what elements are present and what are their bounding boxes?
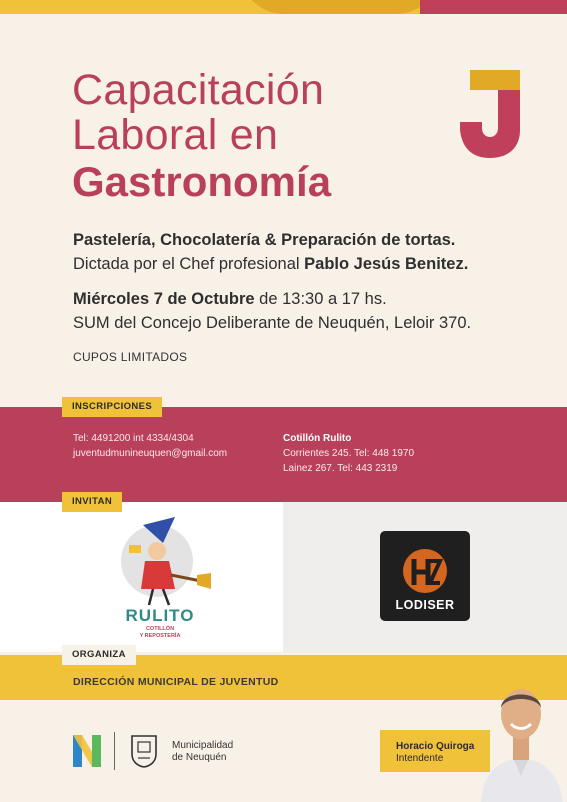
chef-name: Pablo Jesús Benitez. (304, 255, 469, 273)
intendente-portrait (475, 672, 567, 802)
footer-divider (114, 732, 115, 770)
title-line-1: Capacitación (72, 66, 325, 114)
store-name: Cotillón Rulito (283, 433, 352, 444)
rulito-sub-1: COTILLÓN (145, 626, 175, 632)
taught-by-prefix: Dictada por el Chef profesional (73, 255, 305, 273)
store-address-1: Corrientes 245. Tel: 448 1970 (283, 448, 415, 459)
inscripciones-phone: Tel: 4491200 int 4334/4304 (73, 433, 194, 444)
invitan-label: INVITAN (62, 492, 122, 512)
title-line-3: Gastronomía (72, 158, 332, 206)
top-pink-stripe (420, 0, 567, 14)
schedule-time: de 13:30 a 17 hs. (254, 290, 387, 308)
schedule-venue: SUM del Concejo Deliberante de Neuquén, Leloir 370. (73, 314, 472, 332)
neuquen-n-logo (73, 735, 101, 767)
store-contact (283, 431, 414, 476)
course-description (73, 228, 468, 276)
schedule-day: Miércoles 7 de Octubre (73, 290, 255, 308)
muni-line-1: Municipalidad (172, 740, 234, 751)
rulito-logo (105, 515, 215, 640)
schedule-block (73, 287, 471, 335)
lodiser-wordmark: LODISER (395, 598, 455, 612)
inscripciones-label: INSCRIPCIONES (62, 397, 162, 417)
page-title (72, 68, 331, 204)
store-address-2: Lainez 267. Tel: 443 2319 (283, 463, 398, 474)
rulito-wordmark: RULITO (125, 606, 195, 625)
municipal-shield-icon (130, 734, 158, 768)
cupos-limitados-text: CUPOS LIMITADOS (73, 350, 188, 364)
intendente-role: Intendente (396, 753, 444, 764)
muni-line-2: de Neuquén (172, 752, 227, 763)
rulito-sub-2: Y REPOSTERÍA (139, 633, 181, 639)
top-decorative-band (0, 0, 567, 14)
municipality-name (172, 740, 233, 764)
organizer-name: DIRECCIÓN MUNICIPAL DE JUVENTUD (73, 676, 279, 688)
title-line-2: Laboral en (72, 111, 279, 160)
intendente-name: Horacio Quiroga (396, 741, 475, 752)
juventud-j-logo (460, 70, 520, 160)
course-topics: Pastelería, Chocolatería & Preparación de tortas. (73, 231, 456, 249)
organiza-label: ORGANIZA (62, 645, 136, 665)
top-arc-decoration (240, 0, 440, 14)
lodiser-logo (380, 531, 470, 621)
inscripciones-email[interactable]: juventudmunineuquen@gmail.com (73, 448, 228, 459)
inscripciones-contact (73, 431, 227, 461)
